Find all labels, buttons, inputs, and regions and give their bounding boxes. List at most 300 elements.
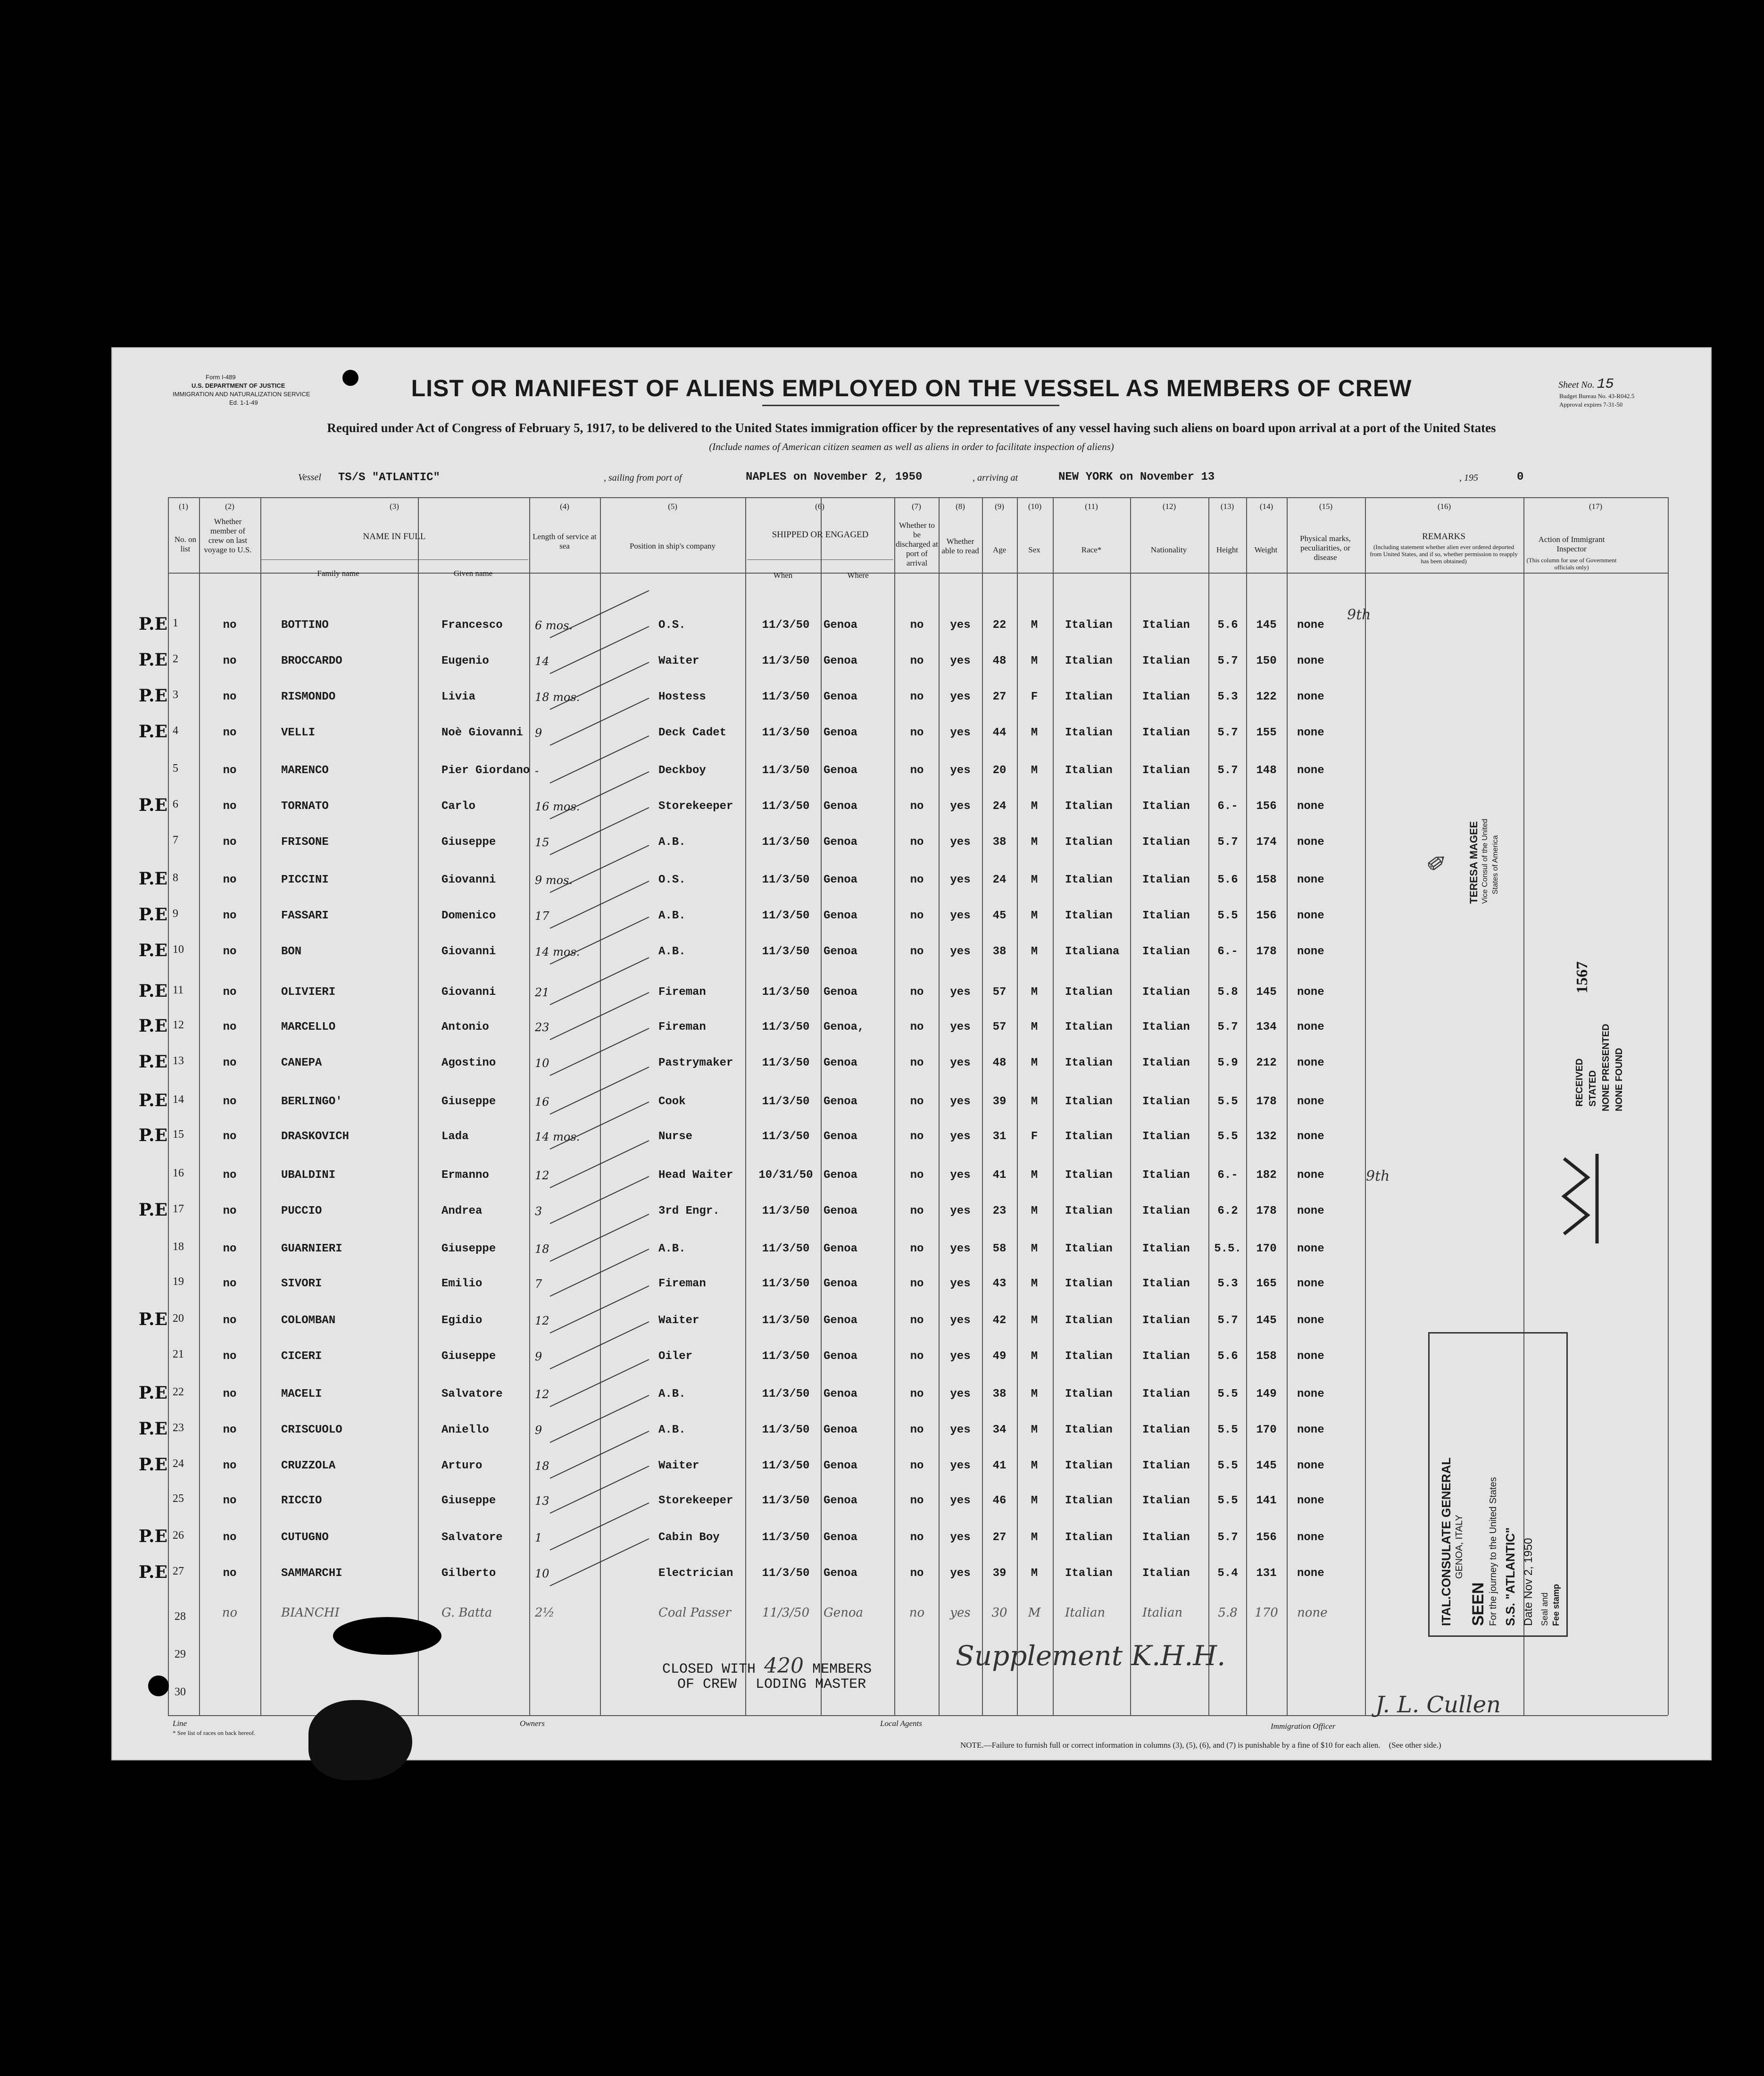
cell-weight: 174 (1256, 836, 1277, 849)
cell-read: yes (950, 655, 971, 667)
cell-race: Italian (1065, 1459, 1113, 1472)
cell-position: Storekeeper (658, 800, 733, 813)
cell-given: Gilberto (441, 1567, 496, 1580)
cell-nat: Italian (1142, 1021, 1190, 1034)
cell-service: 18 (535, 1242, 549, 1256)
cell-marks: none (1297, 619, 1324, 632)
cell-weight: 182 (1256, 1169, 1277, 1182)
cell-height: 5.7 (1217, 836, 1238, 849)
cell-where: Genoa (824, 691, 858, 703)
cell-height: 5.6 (1217, 874, 1238, 886)
cell-family: BERLINGO' (281, 1095, 342, 1108)
handwritten-family: BIANCHI (281, 1606, 340, 1620)
row-number: 20 (173, 1312, 184, 1325)
budget-bureau: Budget Bureau No. 43-R042.5 (1559, 392, 1635, 400)
cell-position: Deck Cadet (658, 726, 727, 739)
cell-disch: no (910, 1277, 924, 1290)
cell-height: 5.7 (1217, 1531, 1238, 1544)
cell-height: 5.8 (1217, 986, 1238, 999)
cell-position: Fireman (658, 986, 706, 999)
cell-height: 5.3 (1217, 691, 1238, 703)
cell-age: 57 (992, 1021, 1007, 1034)
cell-race: Italian (1065, 1242, 1113, 1255)
cell-height: 5.7 (1217, 726, 1238, 739)
cell-disch: no (910, 1350, 924, 1363)
cell-weight: 156 (1256, 1531, 1277, 1544)
cell-nat: Italian (1142, 1169, 1190, 1182)
cell-height: 5.9 (1217, 1057, 1238, 1069)
cell-nat: Italian (1142, 1424, 1190, 1436)
cell-service: - (535, 764, 539, 777)
cell-height: 6.2 (1217, 1205, 1238, 1217)
action-none-found: NONE FOUND (1614, 1048, 1624, 1111)
cell-disch: no (910, 691, 924, 703)
cell-service: 3 (535, 1205, 542, 1218)
header-given-name: Given name (453, 569, 493, 578)
manifest-sheet (111, 347, 1712, 1760)
cell-nat: Italian (1142, 726, 1190, 739)
row-number: 6 (173, 798, 178, 810)
cell-where: Genoa (824, 1205, 858, 1217)
cell-where: Genoa (824, 1277, 858, 1290)
cell-marks: none (1297, 655, 1324, 667)
cell-height: 5.7 (1217, 655, 1238, 667)
cell-nat: Italian (1142, 1531, 1190, 1544)
cell-nat: Italian (1142, 945, 1190, 958)
cell-weight: 158 (1256, 1350, 1277, 1363)
column-number: (8) (956, 502, 965, 511)
handwritten-nat: Italian (1142, 1606, 1183, 1620)
cell-weight: 150 (1256, 655, 1277, 667)
cell-when: 11/3/50 (762, 1095, 810, 1108)
cell-position: A.B. (658, 1424, 686, 1436)
header-action-inspector: Action of Immigrant Inspector (1538, 535, 1605, 553)
header-race: Race* (1081, 545, 1102, 554)
cell-race: Italian (1065, 1494, 1113, 1507)
cell-crew: no (223, 1130, 237, 1143)
cell-when: 11/3/50 (762, 1494, 810, 1507)
handwritten-height: 5.8 (1218, 1606, 1238, 1620)
row-number: 27 (173, 1565, 184, 1577)
cell-nat: Italian (1142, 874, 1190, 886)
row-number: 26 (173, 1529, 184, 1542)
cell-marks: none (1297, 1567, 1324, 1580)
row-number: 5 (173, 762, 178, 775)
cell-marks: none (1297, 1494, 1324, 1507)
crew-count: 420 (764, 1654, 804, 1678)
cell-nat: Italian (1142, 909, 1190, 922)
cell-service: 7 (535, 1277, 542, 1291)
cell-where: Genoa (824, 836, 858, 849)
column-number: (7) (912, 502, 921, 511)
cell-family: OLIVIERI (281, 986, 336, 999)
cell-sex: M (1031, 1459, 1038, 1472)
cell-weight: 178 (1256, 1095, 1277, 1108)
consulate-stamp (1428, 1332, 1568, 1637)
cell-race: Italian (1065, 1388, 1113, 1401)
cell-when: 11/3/50 (762, 874, 810, 886)
cell-height: 5.5 (1217, 909, 1238, 922)
row-mark: P.E (139, 1091, 168, 1110)
cell-sex: M (1031, 836, 1038, 849)
cell-position: Storekeeper (658, 1494, 733, 1507)
header-able-to-read: Whether able to read (941, 537, 979, 555)
cell-weight: 178 (1256, 945, 1277, 958)
cell-nat: Italian (1142, 1459, 1190, 1472)
cell-service: 10 (535, 1057, 549, 1070)
cell-where: Genoa (824, 1459, 858, 1472)
row-mark: P.E (139, 1200, 168, 1220)
cell-when: 11/3/50 (762, 1531, 810, 1544)
cell-nat: Italian (1142, 1057, 1190, 1069)
cell-given: Eugenio (441, 655, 489, 667)
cell-position: A.B. (658, 909, 686, 922)
cell-service: 13 (535, 1494, 549, 1508)
cell-service: 16 (535, 1095, 549, 1109)
cell-nat: Italian (1142, 655, 1190, 667)
handwritten-crew: no (222, 1606, 238, 1620)
column-number: (5) (668, 502, 677, 511)
cell-crew: no (223, 726, 237, 739)
cell-nat: Italian (1142, 764, 1190, 777)
cell-service: 23 (535, 1021, 549, 1034)
handwritten-age: 30 (991, 1606, 1007, 1620)
closing-members: MEMBERS (812, 1661, 872, 1677)
cell-where: Genoa (824, 1242, 858, 1255)
footer-note (960, 1741, 1441, 1750)
cell-age: 41 (992, 1459, 1007, 1472)
footer-note-text: NOTE.—Failure to furnish full or correct information in columns (3), (5), (6), and (7) is punishable by a fine of $10 for each alien. (960, 1741, 1381, 1750)
cell-position: Cabin Boy (658, 1531, 720, 1544)
cell-race: Italian (1065, 1350, 1113, 1363)
cell-nat: Italian (1142, 986, 1190, 999)
cell-given: Giuseppe (441, 1350, 496, 1363)
cell-given: Francesco (441, 619, 503, 632)
row-mark: P.E (139, 650, 168, 670)
cell-disch: no (910, 1057, 924, 1069)
supplement-note: Supplement K.H.H. (956, 1640, 1226, 1672)
cell-when: 11/3/50 (762, 619, 810, 632)
cell-marks: none (1297, 1057, 1324, 1069)
cell-when: 11/3/50 (762, 1242, 810, 1255)
cell-height: 5.5 (1217, 1388, 1238, 1401)
cell-position: O.S. (658, 619, 686, 632)
cell-disch: no (910, 836, 924, 849)
cell-when: 11/3/50 (762, 909, 810, 922)
cell-where: Genoa (824, 874, 858, 886)
cell-crew: no (223, 1095, 237, 1108)
closing-stamp-line1 (662, 1654, 872, 1678)
cell-read: yes (950, 1130, 971, 1143)
cell-when: 11/3/50 (762, 1021, 810, 1034)
cell-disch: no (910, 1459, 924, 1472)
consul-title: Vice Consul of the United (1481, 818, 1489, 904)
cell-crew: no (223, 655, 237, 667)
cell-crew: no (223, 1169, 237, 1182)
cell-age: 44 (992, 726, 1007, 739)
action-number: 1567 (1573, 961, 1591, 993)
cell-service: 14 (535, 655, 549, 668)
column-number: (15) (1319, 502, 1333, 511)
cell-service: 21 (535, 986, 549, 999)
row-mark: P.E (139, 905, 168, 925)
cell-marks: none (1297, 1021, 1324, 1034)
cell-family: COLOMBAN (281, 1314, 336, 1327)
handwritten-when: 11/3/50 (762, 1606, 810, 1620)
cell-weight: 156 (1256, 800, 1277, 813)
inspector-signature (1555, 1149, 1621, 1253)
cell-age: 23 (992, 1205, 1007, 1217)
cell-when: 11/3/50 (762, 691, 810, 703)
cell-position: Hostess (658, 691, 706, 703)
handwritten-given: G. Batta (441, 1606, 492, 1620)
header-nationality: Nationality (1150, 545, 1187, 554)
cell-position: Electrician (658, 1567, 733, 1580)
cell-read: yes (950, 986, 971, 999)
cell-sex: M (1031, 1277, 1038, 1290)
cell-weight: 145 (1256, 1459, 1277, 1472)
cell-read: yes (950, 1277, 971, 1290)
cell-age: 20 (992, 764, 1007, 777)
cell-given: Giuseppe (441, 836, 496, 849)
header-action-note: (This column for use of Government officials only) (1526, 557, 1617, 571)
cell-read: yes (950, 1021, 971, 1034)
row-number: 13 (173, 1055, 184, 1067)
cell-family: UBALDINI (281, 1169, 336, 1182)
cell-where: Genoa (824, 1169, 858, 1182)
column-number: (1) (179, 502, 188, 511)
cell-when: 11/3/50 (762, 800, 810, 813)
cell-family: SIVORI (281, 1277, 322, 1290)
row-mark: P.E (139, 869, 168, 889)
consul-name: TERESA MAGEE (1468, 821, 1480, 904)
row-number: 11 (173, 984, 184, 996)
cell-sex: M (1031, 1095, 1038, 1108)
handwritten-where: Genoa (824, 1606, 864, 1620)
cell-where: Genoa (824, 1314, 858, 1327)
row-number: 17 (173, 1203, 184, 1215)
cell-sex: F (1031, 691, 1038, 703)
cell-given: Livia (441, 691, 476, 703)
cell-family: FRISONE (281, 836, 329, 849)
cell-family: CUTUGNO (281, 1531, 329, 1544)
cell-crew: no (223, 1531, 237, 1544)
header-where: Where (847, 571, 869, 580)
row-mark: P.E (139, 1419, 168, 1439)
row-number: 12 (173, 1019, 184, 1031)
row-number: 10 (173, 943, 184, 956)
cell-position: Oiler (658, 1350, 693, 1363)
cell-weight: 122 (1256, 691, 1277, 703)
cell-crew: no (223, 1494, 237, 1507)
cell-family: CRUZZOLA (281, 1459, 336, 1472)
cell-when: 11/3/50 (762, 986, 810, 999)
stamp-line-4: For the journey to the United States (1488, 1477, 1498, 1626)
cell-marks: none (1297, 800, 1324, 813)
cell-weight: 158 (1256, 874, 1277, 886)
cell-race: Italian (1065, 1057, 1113, 1069)
cell-disch: no (910, 1567, 924, 1580)
remarks-handwriting: 9th (1366, 1168, 1390, 1184)
closing-stamp-line2 (677, 1676, 866, 1692)
column-number: (4) (560, 502, 569, 511)
handwritten-service: 2½ (535, 1606, 555, 1620)
cell-weight: 155 (1256, 726, 1277, 739)
cell-read: yes (950, 909, 971, 922)
cell-disch: no (910, 874, 924, 886)
cell-marks: none (1297, 1277, 1324, 1290)
row-number: 3 (173, 689, 178, 701)
cell-weight: 145 (1256, 619, 1277, 632)
cell-where: Genoa (824, 945, 858, 958)
cell-marks: none (1297, 764, 1324, 777)
cell-service: 12 (535, 1169, 549, 1182)
cell-disch: no (910, 1169, 924, 1182)
cell-race: Italian (1065, 1424, 1113, 1436)
cell-read: yes (950, 691, 971, 703)
cell-crew: no (223, 1314, 237, 1327)
row-number: 8 (173, 872, 178, 884)
cell-read: yes (950, 945, 971, 958)
column-number: (6) (815, 502, 824, 511)
cell-age: 58 (992, 1242, 1007, 1255)
cell-nat: Italian (1142, 1095, 1190, 1108)
cell-height: 5.5 (1217, 1424, 1238, 1436)
cell-family: BON (281, 945, 302, 958)
footer-race-note: * See list of races on back hereof. (173, 1729, 256, 1736)
cell-disch: no (910, 909, 924, 922)
cell-marks: none (1297, 691, 1324, 703)
row-number: 14 (173, 1093, 184, 1106)
row-mark: P.E (139, 1383, 168, 1403)
cell-height: 5.3 (1217, 1277, 1238, 1290)
row-number: 21 (173, 1348, 184, 1360)
cell-position: 3rd Engr. (658, 1205, 720, 1217)
cell-given: Ermanno (441, 1169, 489, 1182)
cell-race: Italian (1065, 619, 1113, 632)
cell-age: 24 (992, 874, 1007, 886)
form-number: Form I-489 (206, 374, 236, 381)
row-number: 18 (173, 1241, 184, 1253)
cell-disch: no (910, 800, 924, 813)
cell-age: 57 (992, 986, 1007, 999)
cell-age: 38 (992, 1388, 1007, 1401)
column-number: (9) (995, 502, 1004, 511)
consul-signature: ✎ (1423, 854, 1452, 875)
header-discharged: Whether to be discharged at port of arrival (896, 521, 938, 567)
column-number: (14) (1259, 502, 1273, 511)
column-number: (2) (225, 502, 234, 511)
cell-marks: none (1297, 1388, 1324, 1401)
page-title: LIST OR MANIFEST OF ALIENS EMPLOYED ON THE VESSEL AS MEMBERS OF CREW (411, 375, 1412, 401)
handwritten-read: yes (950, 1606, 971, 1620)
cell-crew: no (223, 1388, 237, 1401)
cell-sex: M (1031, 874, 1038, 886)
cell-where: Genoa (824, 1424, 858, 1436)
cell-service: 6 mos. (535, 619, 573, 632)
cell-age: 27 (992, 691, 1007, 703)
cell-service: 18 mos. (535, 691, 580, 704)
cell-height: 5.5. (1214, 1242, 1241, 1255)
header-weight: Weight (1254, 545, 1278, 554)
form-edition: Ed. 1-1-49 (229, 399, 258, 406)
cell-where: Genoa (824, 1531, 858, 1544)
cell-marks: none (1297, 1350, 1324, 1363)
row-number: 7 (173, 834, 178, 846)
stamp-line-6: Date Nov 2, 1950 (1522, 1538, 1535, 1626)
cell-marks: none (1297, 726, 1324, 739)
cell-race: Italian (1065, 1567, 1113, 1580)
row-number-28: 28 (175, 1610, 186, 1623)
cell-marks: none (1297, 986, 1324, 999)
cell-family: BROCCARDO (281, 655, 342, 667)
cell-age: 48 (992, 655, 1007, 667)
cell-where: Genoa (824, 1494, 858, 1507)
cell-when: 11/3/50 (762, 1350, 810, 1363)
cell-family: MARCELLO (281, 1021, 336, 1034)
handwritten-race: Italian (1065, 1606, 1106, 1620)
cell-weight: 170 (1256, 1242, 1277, 1255)
cell-height: 5.7 (1217, 1021, 1238, 1034)
cell-read: yes (950, 1567, 971, 1580)
cell-given: Giovanni (441, 945, 496, 958)
cell-race: Italian (1065, 1205, 1113, 1217)
cell-family: FASSARI (281, 909, 329, 922)
cell-when: 11/3/50 (762, 726, 810, 739)
cell-given: Domenico (441, 909, 496, 922)
cell-race: Italian (1065, 1314, 1113, 1327)
cell-disch: no (910, 945, 924, 958)
action-received: RECEIVED (1574, 1058, 1585, 1107)
cell-given: Giuseppe (441, 1095, 496, 1108)
cell-marks: none (1297, 1205, 1324, 1217)
row-mark: P.E (139, 1016, 168, 1036)
cell-family: RICCIO (281, 1494, 322, 1507)
closing-of-crew: OF CREW (677, 1676, 737, 1692)
row-mark: P.E (139, 981, 168, 1001)
cell-read: yes (950, 1095, 971, 1108)
header-family-name: Family name (317, 569, 359, 578)
header-height: Height (1216, 545, 1239, 554)
cell-position: O.S. (658, 874, 686, 886)
row-mark: P.E (139, 1052, 168, 1072)
approval-expires: Approval expires 7-31-50 (1559, 401, 1623, 408)
cell-position: Nurse (658, 1130, 693, 1143)
cell-height: 5.6 (1217, 1350, 1238, 1363)
cell-family: RISMONDO (281, 691, 336, 703)
cell-service: 14 mos. (535, 1130, 580, 1143)
cell-weight: 178 (1256, 1205, 1277, 1217)
cell-read: yes (950, 1057, 971, 1069)
cell-where: Genoa (824, 1130, 858, 1143)
cell-given: Antonio (441, 1021, 489, 1034)
row-mark: P.E (139, 614, 168, 634)
cell-sex: M (1031, 1567, 1038, 1580)
cell-disch: no (910, 1424, 924, 1436)
cell-disch: no (910, 1531, 924, 1544)
cell-read: yes (950, 726, 971, 739)
cell-marks: none (1297, 1242, 1324, 1255)
column-number: (12) (1162, 502, 1176, 511)
header-remarks: REMARKS (1422, 532, 1465, 542)
cell-given: Egidio (441, 1314, 483, 1327)
cell-height: 5.4 (1217, 1567, 1238, 1580)
cell-family: MARENCO (281, 764, 329, 777)
cell-weight: 145 (1256, 986, 1277, 999)
cell-disch: no (910, 986, 924, 999)
cell-sex: M (1031, 1531, 1038, 1544)
cell-crew: no (223, 874, 237, 886)
